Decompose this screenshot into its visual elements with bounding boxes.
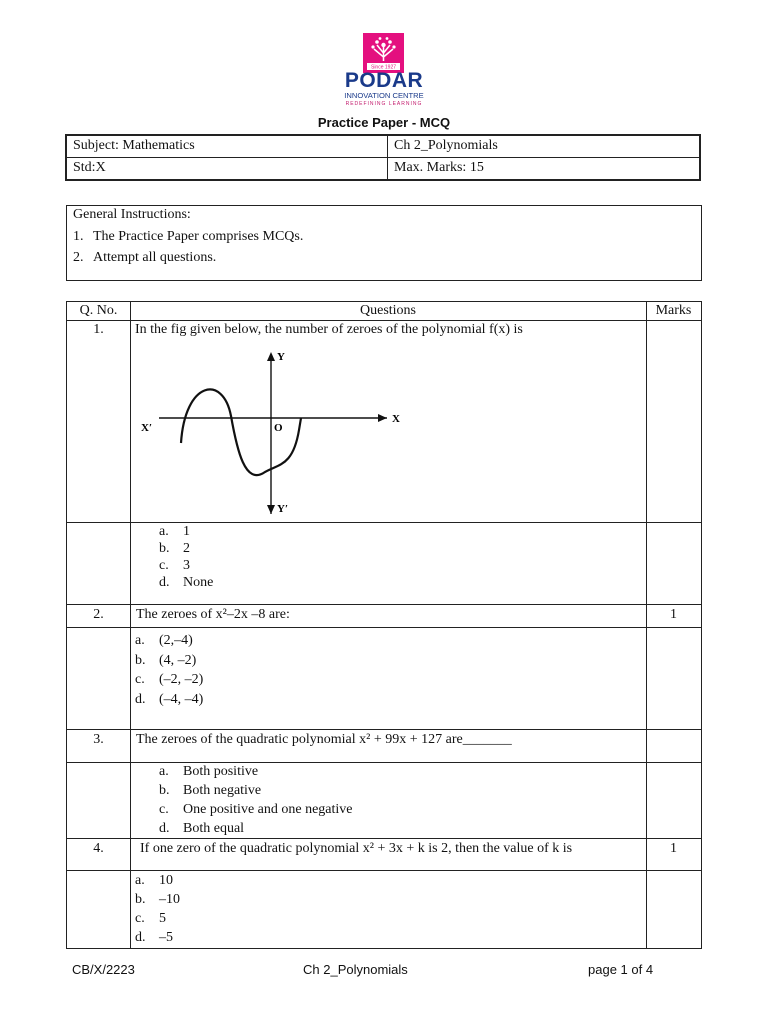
polynomial-graph (137, 346, 407, 518)
option: d. None (159, 575, 214, 590)
instruction-text: The Practice Paper comprises MCQs. (93, 229, 304, 244)
footer-page-number: page 1 of 4 (588, 962, 654, 977)
header-marks: Marks (655, 303, 692, 318)
general-instructions (66, 205, 702, 281)
question-text: If one zero of the quadratic polynomial x² + 3x + k is 2, then the value of k is (140, 841, 573, 856)
logo-tagline: REDEFINING LEARNING (345, 101, 423, 107)
instruction-number: 2. (73, 250, 84, 265)
y-neg-arrow-icon (267, 505, 275, 514)
instruction-number: 1. (73, 229, 84, 244)
option: b. (4, –2) (135, 653, 197, 668)
axis-label-y: Y (277, 351, 285, 363)
option: b. 2 (159, 541, 190, 556)
subject-cell: Subject: Mathematics (66, 135, 388, 158)
question-text: The zeroes of the quadratic polynomial x² + 99x + 127 are_______ (136, 732, 512, 747)
x-arrow-icon (378, 414, 387, 422)
since-badge-text: Since 1927 (370, 64, 397, 71)
question-number: 3. (93, 732, 104, 747)
question-number: 4. (93, 841, 104, 856)
option: a. (2,–4) (135, 633, 193, 648)
logo-name: PODAR (344, 69, 424, 92)
instruction-item (73, 250, 216, 266)
logo-subtitle: INNOVATION CENTRE (344, 91, 424, 100)
header-qno: Q. No. (79, 303, 118, 318)
y-arrow-icon (267, 352, 275, 361)
question-text: The zeroes of x²–2x –8 are: (136, 607, 290, 622)
paper-title: Practice Paper - MCQ (317, 115, 451, 130)
question-number: 2. (93, 607, 104, 622)
axis-label-x: X (392, 413, 400, 425)
option: c. One positive and one negative (159, 802, 353, 817)
question-marks: 1 (670, 841, 677, 856)
option: c. (–2, –2) (135, 672, 204, 687)
option: d. –5 (135, 930, 173, 945)
instruction-item (73, 229, 303, 245)
instruction-text: Attempt all questions. (93, 250, 217, 265)
footer-code: CB/X/2223 (72, 962, 135, 977)
origin-label: O (274, 422, 283, 434)
option: b. –10 (135, 892, 180, 907)
option: a. 1 (159, 524, 190, 539)
axis-label-x-neg: X′ (141, 422, 153, 434)
info-table (65, 134, 701, 181)
option: d. (–4, –4) (135, 692, 204, 707)
option: b. Both negative (159, 783, 262, 798)
chapter-cell: Ch 2_Polynomials (388, 135, 701, 158)
tree-logo-icon (363, 33, 404, 73)
option: c. 5 (135, 911, 166, 926)
std-cell: Std:X (66, 158, 388, 181)
question-number: 1. (93, 322, 104, 337)
option: a. Both positive (159, 764, 259, 779)
option: a. 10 (135, 873, 173, 888)
footer-chapter: Ch 2_Polynomials (303, 962, 408, 977)
axis-label-y-neg: Y′ (277, 503, 289, 515)
option: d. Both equal (159, 821, 245, 836)
question-text: In the fig given below, the number of zeroes of the polynomial f(x) is (135, 322, 523, 337)
question-marks: 1 (670, 607, 677, 622)
logo-badge (363, 33, 404, 73)
max-marks-cell: Max. Marks: 15 (388, 158, 701, 181)
option: c. 3 (159, 558, 190, 573)
questions-table (66, 301, 702, 949)
instructions-heading: General Instructions: (73, 207, 191, 222)
header-questions: Questions (360, 303, 416, 318)
